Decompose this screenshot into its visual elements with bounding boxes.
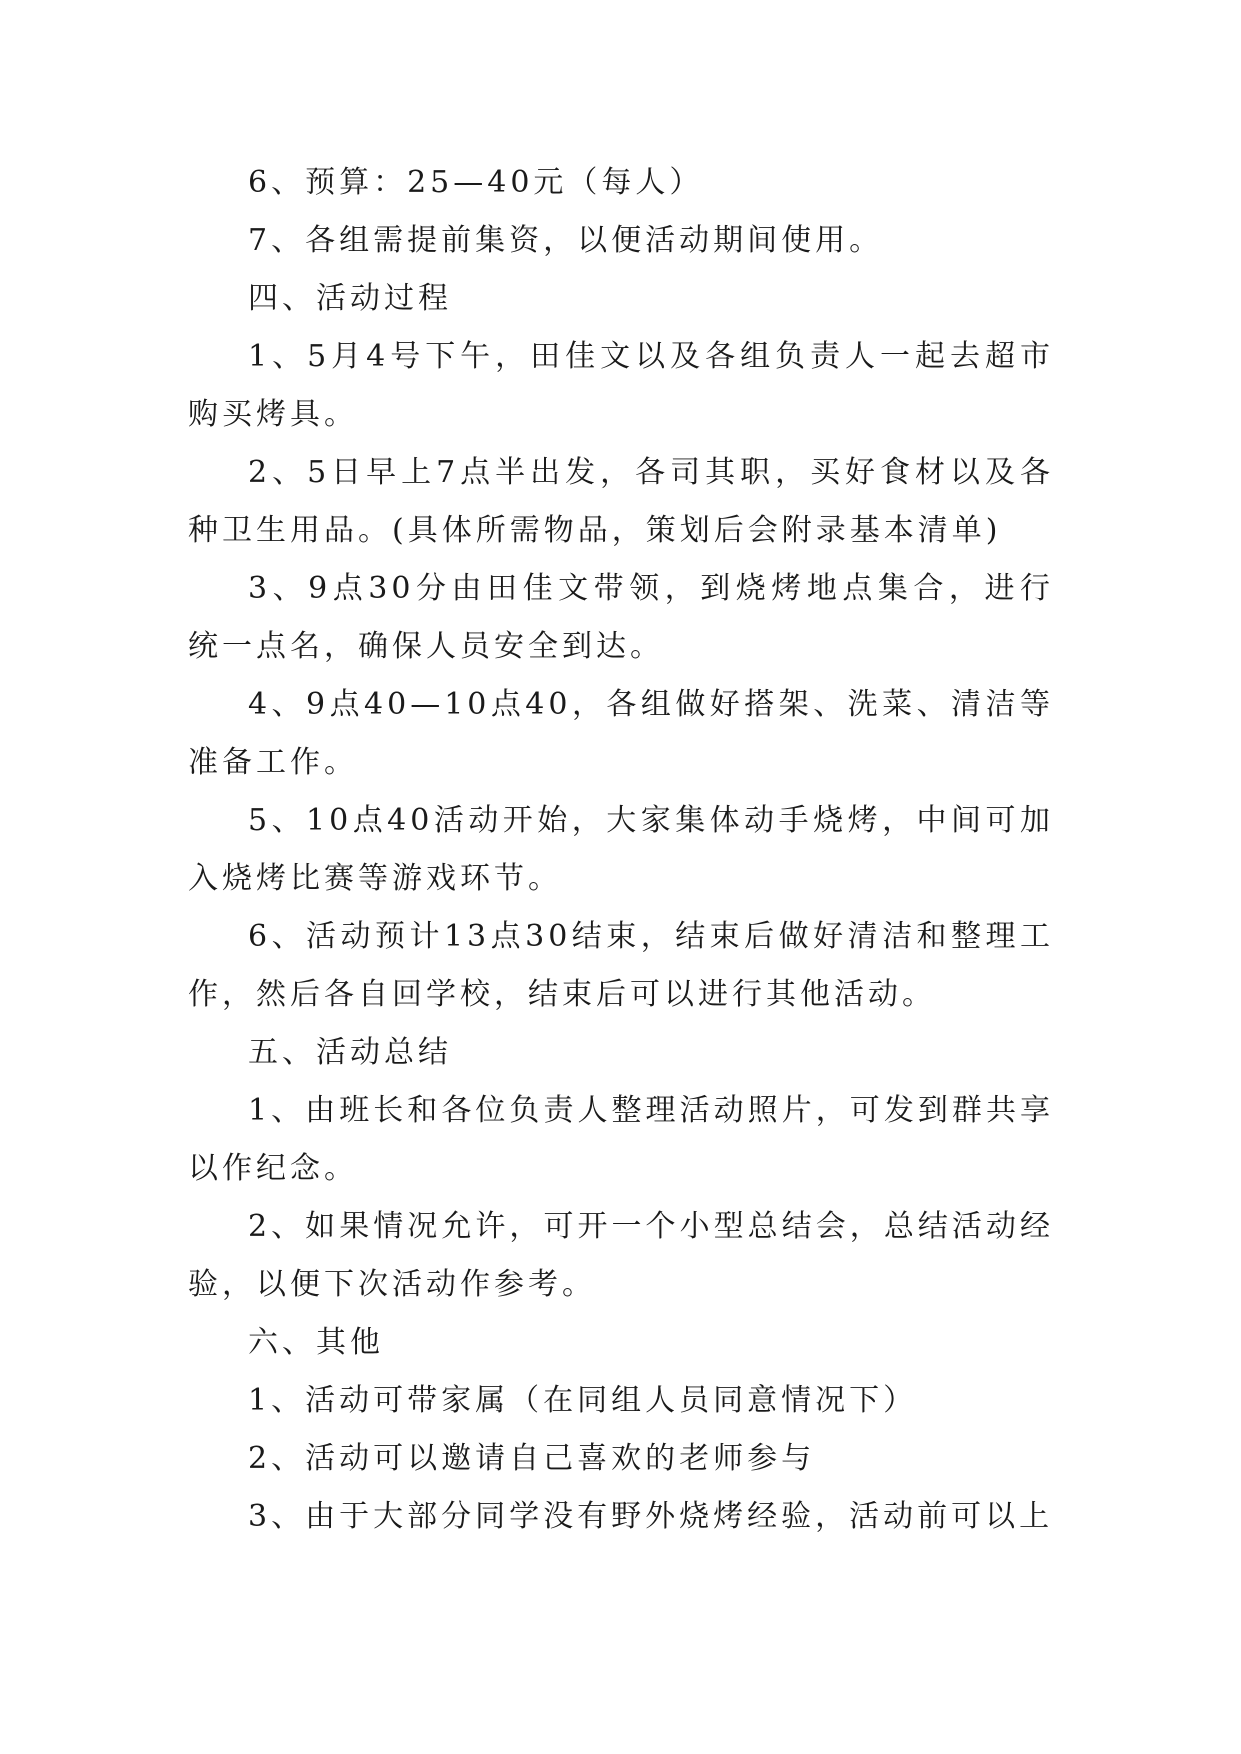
summary-item-1: 1、由班长和各位负责人整理活动照片，可发到群共享以作纪念。 — [188, 1093, 1054, 1186]
section-heading-summary: 五、活动总结 — [248, 1035, 452, 1070]
process-step-2: 2、5日早上7点半出发，各司其职，买好食材以及各种卫生用品。(具体所需物品，策划后会附录基本清单) — [188, 455, 1054, 548]
fundraising-item: 7、各组需提前集资，以便活动期间使用。 — [248, 223, 884, 258]
other-item-3: 3、由于大部分同学没有野外烧烤经验，活动前可以上 — [248, 1499, 1054, 1534]
summary-item-2: 2、如果情况允许，可开一个小型总结会，总结活动经验，以便下次活动作参考。 — [188, 1209, 1054, 1302]
other-item-2: 2、活动可以邀请自己喜欢的老师参与 — [248, 1441, 816, 1476]
process-step-3: 3、9点30分由田佳文带领，到烧烤地点集合，进行统一点名，确保人员安全到达。 — [188, 571, 1054, 664]
process-step-4: 4、9点40—10点40，各组做好搭架、洗菜、清洁等准备工作。 — [188, 687, 1054, 780]
section-heading-process: 四、活动过程 — [248, 281, 452, 316]
process-step-1: 1、5月4号下午，田佳文以及各组负责人一起去超市购买烤具。 — [188, 339, 1054, 432]
other-item-1: 1、活动可带家属（在同组人员同意情况下） — [248, 1383, 918, 1418]
process-step-6: 6、活动预计13点30结束，结束后做好清洁和整理工作，然后各自回学校，结束后可以进行其他活动。 — [188, 919, 1054, 1012]
section-heading-other: 六、其他 — [248, 1325, 384, 1360]
document-body — [188, 154, 1054, 1546]
budget-item: 6、预算：25—40元（每人） — [248, 165, 704, 200]
process-step-5: 5、10点40活动开始，大家集体动手烧烤，中间可加入烧烤比赛等游戏环节。 — [188, 803, 1054, 896]
